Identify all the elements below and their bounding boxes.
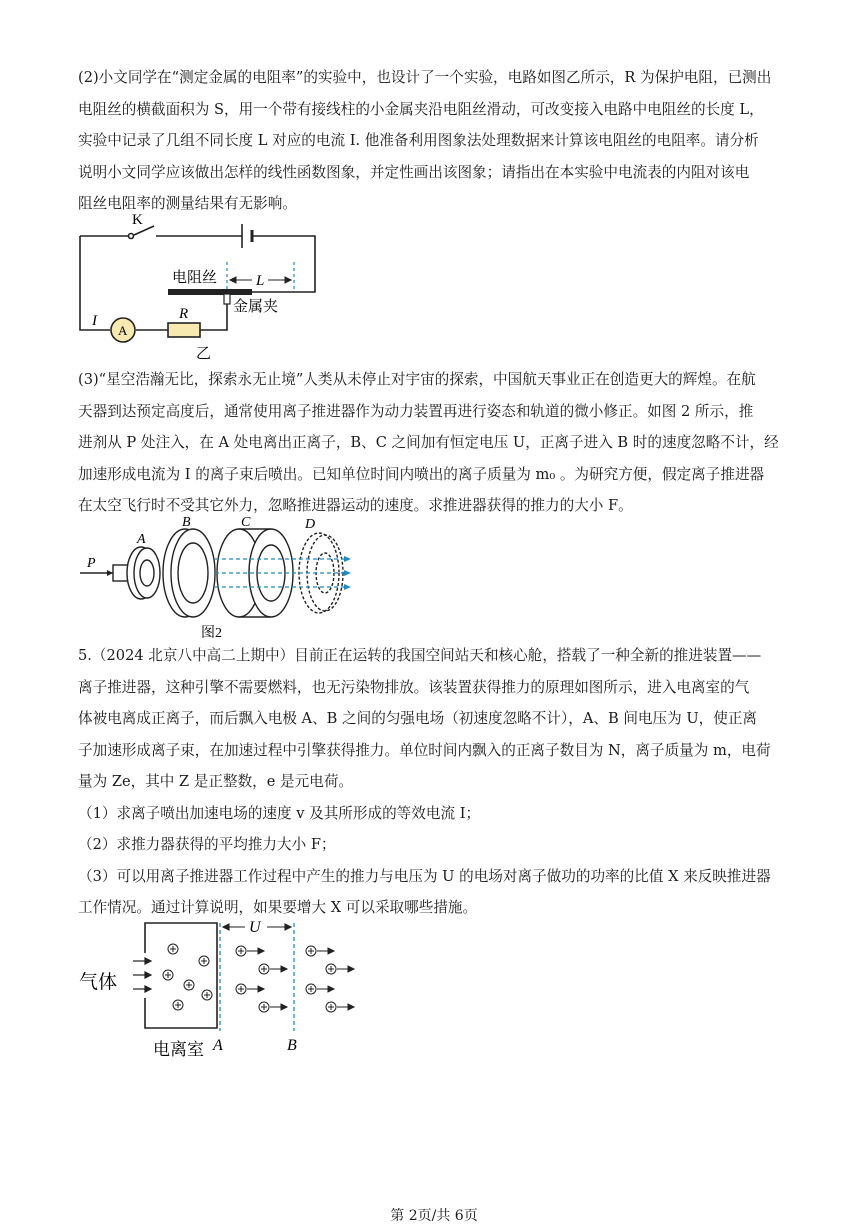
current-label: I — [92, 313, 97, 329]
text-line: （3）可以用离子推进器工作过程中产生的推力与电压为 U 的电场对离子做功的功率的比值 X 来反映推进器 — [78, 867, 771, 885]
text-line: 电阻丝的横截面积为 S，用一个带有接线柱的小金属夹沿电阻丝滑动，可改变接入电路中电阻丝的长度 L， — [78, 100, 764, 118]
length-label: L — [256, 273, 265, 289]
text-line: 5.（2024 北京八中高二上期中）目前正在运转的我国空间站天和核心舱，搭载了一种全新的推进装置—— — [78, 647, 762, 664]
text-line: 加速形成电流为 I 的离子束后喷出。已知单位时间内喷出的离子质量为 m₀ 。为研究方便，假定离子推进器 — [78, 465, 765, 483]
figure-caption: 图2 — [201, 626, 222, 641]
circuit-diagram — [72, 208, 332, 368]
electrode-b-label: B — [287, 1037, 297, 1054]
clip-label: 金属夹 — [233, 299, 279, 315]
label-c: C — [241, 515, 251, 530]
figure-caption: 乙 — [196, 346, 212, 362]
text-line: 天器到达预定高度后，通常使用离子推进器作为动力装置再进行姿态和轨道的微小修正。如图 2 所示，推 — [78, 402, 754, 420]
wire-label: 电阻丝 — [172, 270, 218, 286]
accelerated-ions — [236, 946, 354, 1012]
text-line: （2）求推力器获得的平均推力大小 F； — [78, 836, 336, 853]
chamber-ions — [163, 944, 212, 1010]
text-line: 实验中记录了几组不同长度 L 对应的电流 I. 他准备利用图象法处理数据来计算该电阻丝的电阻率。请分析 — [78, 132, 759, 149]
text-line: 说明小文同学应该做出怎样的线性函数图象，并定性画出该图象；请指出在本实验中电流表的内阻对该电 — [78, 163, 750, 181]
electrode-a-label: A — [213, 1037, 223, 1054]
text-line: 进剂从 P 处注入，在 A 处电离出正离子，B、C 之间加有恒定电压 U，正离子进入 B 时的速度忽略不计，经 — [78, 434, 779, 451]
question-2-text — [78, 62, 790, 220]
gas-label: 气体 — [79, 972, 118, 993]
chamber-label: 电离室 — [153, 1040, 204, 1059]
ion-thruster-figure — [75, 515, 365, 645]
metal-clip — [224, 294, 230, 304]
text-line: 离子推进器，这种引擎不需要燃料，也无污染物排放。该装置获得推力的原理如图所示，进入电离室的气 — [78, 678, 750, 696]
text-line: （1）求离子喷出加速电场的速度 v 及其所形成的等效电流 I； — [78, 804, 481, 822]
text-line: 工作情况。通过计算说明，如果要增大 X 可以采取哪些措施。 — [78, 899, 478, 916]
resistance-wire — [168, 289, 252, 295]
page-footer: 第 2页/共 6页 — [390, 1208, 478, 1224]
u-label: U — [249, 919, 261, 936]
text-line: 体被电离成正离子，而后飘入电极 A、B 之间的匀强电场（初速度忽略不计），A、B 间电压为 U，使正离 — [78, 710, 758, 727]
text-line: (3)“星空浩瀚无比，探索永无止境”人类从未停止对宇宙的探索，中国航天事业正在创造更大的辉煌。在航 — [78, 371, 756, 388]
text-line: 量为 Ze，其中 Z 是正整数，e 是元电荷。 — [78, 773, 354, 790]
ammeter-label: A — [118, 323, 128, 338]
label-a: A — [137, 532, 146, 547]
text-line: (2)小文同学在“测定金属的电阻率”的实验中，也设计了一个实验，电路如图乙所示，R 为保护电阻，已测出 — [78, 69, 772, 86]
text-line: 子加速形成离子束，在加速过程中引擎获得推力。单位时间内飘入的正离子数目为 N，离子质量为 m，电荷 — [78, 741, 771, 759]
switch-label: K — [132, 212, 143, 228]
question-3-text — [78, 364, 790, 522]
text-line: 在太空飞行时不受其它外力，忽略推进器运动的速度。求推进器获得的推力的大小 F。 — [78, 497, 633, 514]
label-p: P — [87, 556, 96, 571]
label-b: B — [182, 515, 191, 530]
question-5-text — [78, 640, 790, 924]
resistor-label: R — [179, 306, 189, 322]
label-d: D — [305, 517, 316, 532]
text-line: 阻丝电阻率的测量结果有无影响。 — [78, 195, 297, 212]
ionization-chamber-figure — [75, 913, 375, 1063]
